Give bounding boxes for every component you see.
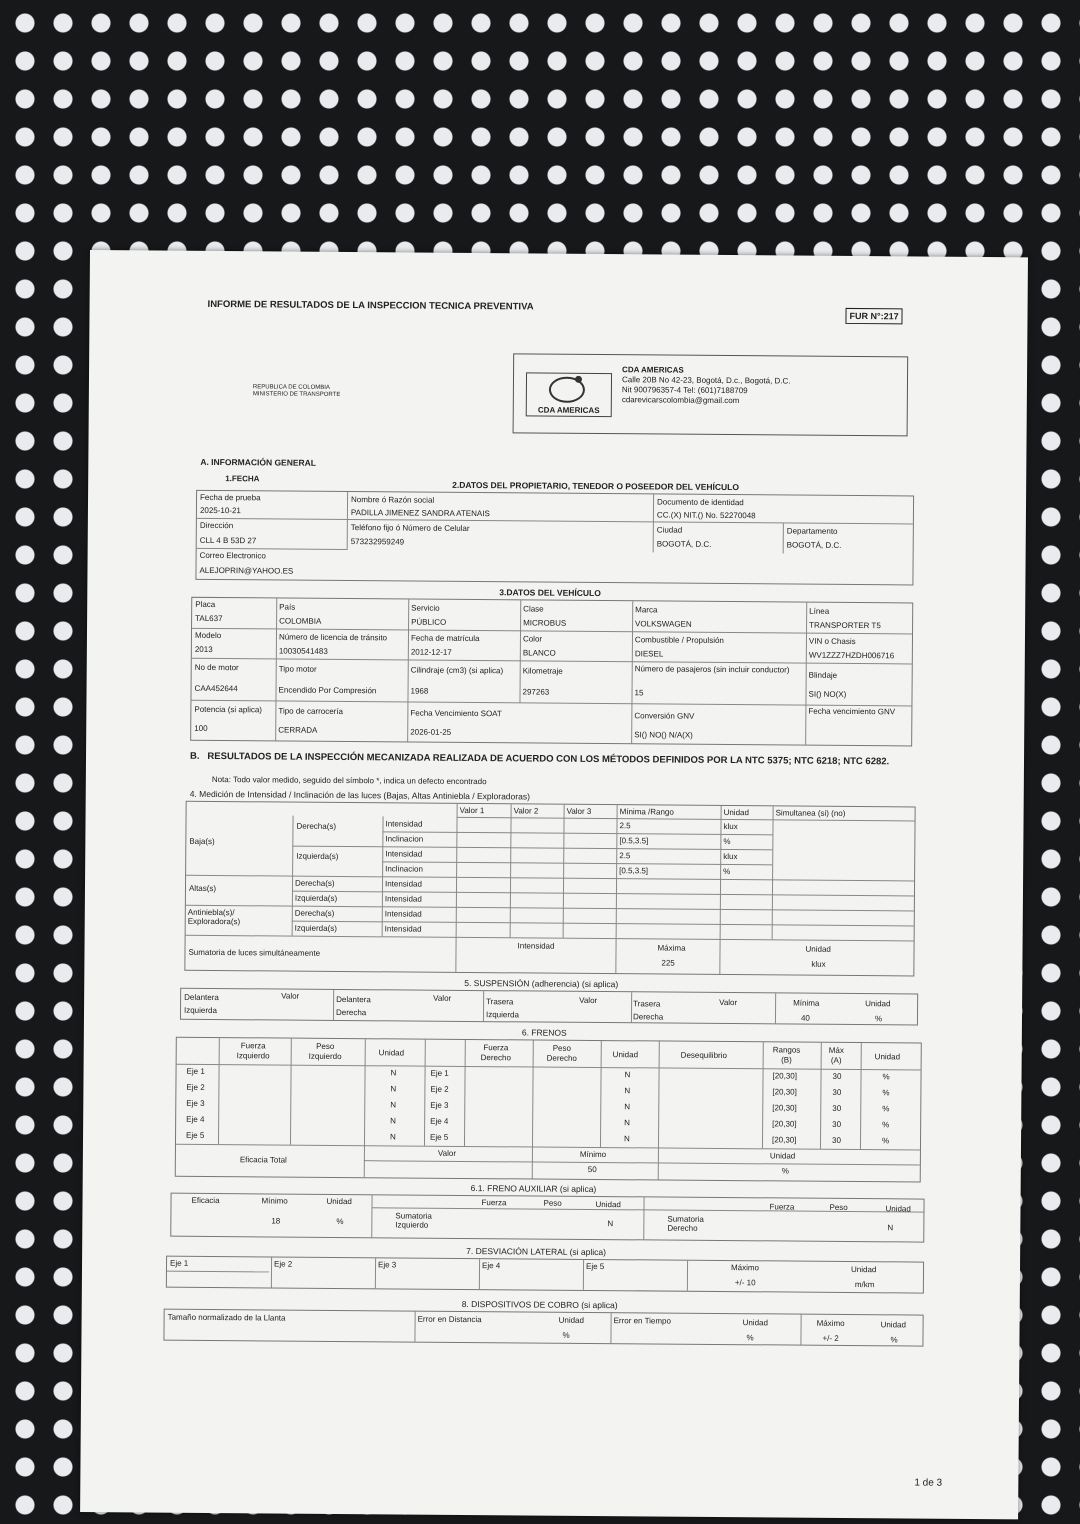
lights-unit-pct: % (723, 866, 731, 877)
cobro-title: 8. DISPOSITIVOS DE COBRO (si aplica) (461, 1298, 618, 1311)
lights-unidad-label: Unidad (805, 944, 831, 954)
cobro-unidad: Unidad (742, 1318, 768, 1328)
section-a-title: A. INFORMACIÓN GENERAL (200, 456, 317, 468)
susp-unidad-label: Unidad (865, 999, 891, 1009)
lights-antiniebla-izquierda: Izquierda(s) (294, 923, 337, 933)
lights-maxima-value: 225 (661, 958, 675, 968)
matricula-value: 2012-12-17 (410, 647, 452, 657)
susp-tra-izq: Trasera Izquierda (485, 997, 519, 1020)
lights-row-intensidad: Intensidad (384, 894, 422, 904)
cda-nit: Nit 900796357-4 Tel: (601)7188709 (621, 385, 748, 396)
owner-section-title: 2.DATOS DEL PROPIETARIO, TENEDOR O POSEEDOR DEL VEHÍCULO (452, 479, 740, 493)
kilometraje-label: Kilometraje (522, 666, 563, 676)
lights-row-intensidad: Intensidad (384, 924, 422, 934)
owner-table (195, 490, 914, 586)
brakes-row-max: 30 (832, 1103, 842, 1113)
modelo-label: Modelo (194, 630, 222, 641)
brakes-minimo-value: 50 (587, 1164, 597, 1175)
vehicle-table (190, 597, 913, 747)
page-number: 1 de 3 (914, 1477, 943, 1489)
brakes-row-rango: [20,30] (772, 1087, 797, 1097)
lights-altas-derecha: Derecha(s) (294, 878, 335, 888)
lateral-eje-2: Eje 2 (274, 1259, 293, 1269)
aux-fuerza: Fuerza (481, 1198, 507, 1208)
lights-baja-derecha: Derecha(s) (296, 821, 337, 831)
marca-value: VOLKSWAGEN (635, 619, 692, 629)
lights-header-simultanea: Simultanea (si) (no) (775, 808, 846, 818)
soat-value: 2026-01-25 (410, 727, 452, 737)
brakes-header: Peso Izquierdo (308, 1041, 342, 1062)
cda-header-box (513, 353, 909, 436)
lights-rango-inclinacion: [0.5,3.5] (619, 866, 649, 876)
telefono-label: Teléfono fijo ó Número de Celular (350, 523, 470, 533)
lights-row-intensidad: Intensidad (385, 819, 423, 829)
brakes-header: Unidad (874, 1052, 901, 1062)
carroceria-value: CERRADA (278, 725, 318, 735)
venc-gnv-label: Fecha vencimiento GNV (808, 706, 896, 717)
aux-unidad: Unidad (885, 1204, 911, 1214)
section-b-title: B. RESULTADOS DE LA INSPECCIÓN MECANIZADA REALIZADA DE ACUERDO CON LOS MÉTODOS DEFINIDOS POR LA NTC 5375; NTC 6218; NTC 6282. (189, 750, 890, 768)
lights-row-inclinacion: Inclinacion (385, 864, 423, 874)
brakes-row-eje: Eje 4 (186, 1114, 205, 1124)
documento-value: CC.(X) NIT.() No. 52270048 (656, 510, 756, 521)
aux-sum-izq: Sumatoria Izquierdo (395, 1211, 432, 1230)
cobro-table (163, 1309, 923, 1347)
lights-altas-label: Altas(s) (188, 883, 217, 894)
lateral-maximo-label: Máximo (730, 1263, 760, 1273)
pais-label: País (279, 602, 296, 612)
brakes-valor-label: Valor (437, 1148, 457, 1158)
brakes-header: Unidad (612, 1050, 639, 1060)
brakes-row-unidad-der: N (624, 1102, 631, 1112)
cobro-pct: % (890, 1335, 898, 1345)
aux-unidad: Unidad (595, 1199, 621, 1210)
direccion-label: Dirección (199, 520, 234, 531)
lateral-eje-4: Eje 4 (482, 1261, 501, 1271)
brakes-unidad-label: Unidad (769, 1151, 796, 1161)
section-b-note: Nota: Todo valor medido, seguido del símbolo *, indica un defecto encontrado (211, 774, 487, 787)
ministry-label: REPUBLICA DE COLOMBIA MINISTERIO DE TRANSPORTE (252, 384, 341, 398)
brakes-row-unidad-izq: N (390, 1132, 396, 1142)
cobro-maximo-value: +/- 2 (822, 1333, 839, 1343)
brakes-row-unidad: % (882, 1104, 890, 1114)
cda-email: cdarevicarscolombia@gmail.com (621, 395, 740, 406)
tipo-motor-value: Encendido Por Compresión (278, 685, 377, 696)
combustible-value: DIESEL (634, 649, 664, 659)
vin-label: VIN o Chasis (808, 636, 856, 647)
gnv-value: SI() NO() N/A(X) (634, 730, 693, 740)
vehicle-section-title: 3.DATOS DEL VEHÍCULO (499, 587, 601, 599)
pasajeros-value: 15 (634, 688, 644, 698)
lights-baja-izquierda: Izquierda(s) (296, 851, 339, 861)
gnv-label: Conversión GNV (634, 711, 695, 721)
licencia-label: Número de licencia de tránsito (278, 632, 388, 643)
report-title: INFORME DE RESULTADOS DE LA INSPECCION TECNICA PREVENTIVA (207, 298, 534, 313)
placa-value: TAL637 (195, 613, 223, 624)
soat-label: Fecha Vencimiento SOAT (410, 708, 502, 719)
pasajeros-label: Número de pasajeros (sin incluir conductor) (634, 664, 790, 675)
cobro-maximo-label: Máximo (816, 1318, 845, 1328)
susp-valor: Valor (281, 991, 300, 1001)
aux-n: N (887, 1223, 894, 1233)
carroceria-label: Tipo de carrocería (278, 706, 344, 717)
lateral-table (166, 1256, 924, 1294)
lateral-unidad-value: m/km (854, 1280, 875, 1290)
cda-logo-dot-icon (575, 376, 582, 383)
nombre-label: Nombre ó Razón social (351, 495, 435, 505)
brakes-row-rango: [20,30] (771, 1135, 797, 1145)
aux-peso: Peso (829, 1202, 848, 1212)
lateral-eje-1: Eje 1 (170, 1258, 189, 1268)
inspection-report-page (80, 250, 1028, 1519)
lights-unidad-value: klux (811, 959, 826, 969)
correo-value: ALEJOPRIN@YAHOO.ES (199, 565, 294, 576)
lateral-title: 7. DESVIACIÓN LATERAL (si aplica) (466, 1245, 607, 1258)
lights-row-intensidad: Intensidad (384, 879, 422, 889)
brakes-header: Rangos (B) (772, 1045, 801, 1065)
cobro-error-tiempo: Error en Tiempo (613, 1316, 672, 1326)
cobro-pct: % (562, 1330, 570, 1340)
fur-number: FUR N°:217 (845, 308, 902, 324)
cobro-tamano: Tamaño normalizado de la Llanta (167, 1312, 286, 1323)
lights-maxima-label: Máxima (657, 943, 686, 953)
linea-value: TRANSPORTER T5 (809, 620, 881, 631)
brakes-row-max: 30 (831, 1135, 841, 1145)
brakes-header: Peso Derecho (546, 1043, 577, 1063)
brakes-header: Desequilibrio (680, 1050, 727, 1061)
lateral-unidad-label: Unidad (850, 1265, 877, 1275)
aux-unidad: Unidad (326, 1196, 352, 1207)
telefono-value: 573232959249 (350, 537, 405, 547)
brakes-header: Fuerza Izquierdo (236, 1041, 270, 1061)
brakes-row-unidad-der: N (624, 1134, 630, 1144)
brakes-eficacia-total: Eficacia Total (239, 1155, 287, 1165)
lights-min-intensidad: 2.5 (619, 851, 631, 861)
cda-logo (526, 372, 612, 417)
lights-row-intensidad: Intensidad (384, 909, 422, 919)
aux-sum-der: Sumatoria Derecho (667, 1214, 704, 1233)
fecha-prueba-value: 2025-10-21 (199, 505, 241, 516)
lateral-maximo-value: +/- 10 (734, 1278, 756, 1288)
lights-antiniebla-derecha: Derecha(s) (294, 908, 335, 918)
direccion-value: CLL 4 B 53D 27 (199, 535, 257, 546)
brakes-row-unidad: % (882, 1120, 890, 1130)
aux-fuerza: Fuerza (769, 1202, 795, 1212)
brakes-row-unidad-der: N (624, 1070, 631, 1080)
aux-n: N (607, 1219, 614, 1229)
lateral-eje-5: Eje 5 (585, 1261, 605, 1272)
brakes-row-rango: [20,30] (772, 1103, 797, 1113)
brakes-row-max: 30 (832, 1087, 842, 1097)
pais-value: COLOMBIA (279, 616, 322, 626)
brakes-row-unidad-der: N (624, 1118, 630, 1128)
potencia-label: Potencia (si aplica) (194, 704, 263, 715)
suspension-title: 5. SUSPENSIÓN (adherencia) (si aplica) (464, 977, 619, 990)
brakes-header: Unidad (378, 1048, 405, 1058)
susp-valor: Valor (579, 995, 598, 1006)
brakes-row-max: 30 (832, 1119, 842, 1129)
susp-tra-der: Trasera Derecha (632, 999, 664, 1022)
combustible-label: Combustible / Propulsión (634, 635, 724, 645)
brakes-header: Máx (A) (828, 1045, 844, 1065)
brakes-row-eje: Eje 1 (186, 1066, 205, 1076)
cobro-error-distancia: Error en Distancia (417, 1314, 482, 1325)
aux-brake-table (170, 1193, 924, 1243)
lights-header-minima: Mínima /Rango (619, 807, 674, 817)
brakes-table (175, 1037, 922, 1183)
brakes-row-eje-der: Eje 2 (430, 1084, 449, 1094)
brakes-unidad-value: % (781, 1166, 789, 1176)
brakes-row-unidad-izq: N (390, 1068, 397, 1078)
lights-header-unidad: Unidad (723, 807, 749, 818)
lights-unit-klux: klux (723, 821, 738, 832)
lights-header-valor2: Valor 2 (513, 806, 539, 816)
marca-label: Marca (635, 605, 658, 615)
motor-label: No de motor (194, 662, 239, 673)
cobro-pct: % (746, 1333, 754, 1343)
aux-eficacia: Eficacia (191, 1195, 220, 1206)
lights-unit-klux: klux (723, 851, 738, 862)
susp-del-izq: Delantera Izquierda (183, 992, 219, 1016)
brakes-row-unidad: % (881, 1136, 890, 1146)
susp-valor: Valor (433, 993, 452, 1003)
blindaje-label: Blindaje (808, 670, 838, 680)
brakes-row-unidad-der: N (624, 1086, 631, 1096)
lights-header-valor3: Valor 3 (566, 806, 592, 816)
susp-minima-value: 40 (800, 1013, 810, 1023)
modelo-value: 2013 (194, 644, 213, 654)
lights-header-valor1: Valor 1 (459, 805, 485, 816)
lights-sumatoria-label: Sumatoria de luces simultáneamente (188, 947, 321, 958)
cilindraje-label: Cilindraje (cm3) (si aplica) (410, 665, 504, 676)
clase-label: Clase (523, 604, 544, 614)
brakes-row-unidad-izq: N (390, 1116, 396, 1126)
brakes-row-eje-der: Eje 4 (430, 1116, 449, 1126)
brakes-title: 6. FRENOS (521, 1027, 567, 1038)
color-value: BLANCO (522, 648, 556, 658)
departamento-label: Departamento (786, 526, 838, 536)
licencia-value: 10030541483 (278, 646, 328, 656)
brakes-minimo-label: Mínimo (579, 1149, 607, 1160)
lights-rango-inclinacion: [0.5,3.5] (619, 836, 649, 846)
lights-min-intensidad: 2.5 (619, 821, 631, 831)
brakes-row-unidad: % (882, 1088, 890, 1098)
brakes-row-unidad-izq: N (390, 1084, 397, 1094)
lights-row-inclinacion: Inclinacion (385, 834, 424, 844)
aux-minimo-value: 18 (271, 1216, 281, 1226)
brakes-row-eje: Eje 3 (186, 1098, 205, 1108)
aux-brake-title: 6.1. FRENO AUXILIAR (si aplica) (470, 1183, 597, 1195)
placa-label: Placa (195, 599, 216, 609)
brakes-row-unidad-izq: N (390, 1100, 397, 1110)
clase-value: MICROBUS (523, 618, 567, 628)
susp-del-der: Delantera Derecha (335, 994, 371, 1018)
brakes-row-max: 30 (832, 1071, 842, 1081)
vin-value: WV1ZZZ7HZDH006716 (808, 650, 895, 661)
motor-value: CAA452644 (194, 683, 238, 694)
servicio-value: PÚBLICO (411, 617, 447, 627)
lateral-eje-3: Eje 3 (378, 1260, 397, 1270)
lights-antiniebla-label: Antiniebla(s)/ Exploradora(s) (187, 907, 241, 927)
lights-altas-izquierda: Izquierda(s) (294, 893, 338, 903)
tipo-motor-label: Tipo motor (278, 664, 317, 674)
lights-unit-pct: % (723, 836, 731, 847)
ciudad-label: Ciudad (656, 525, 683, 535)
cda-logo-text: CDA AMERICAS (537, 405, 600, 416)
departamento-value: BOGOTÁ, D.C. (786, 540, 842, 550)
color-label: Color (522, 634, 543, 644)
aux-peso: Peso (543, 1198, 562, 1208)
brakes-row-eje-der: Eje 1 (430, 1068, 449, 1078)
linea-label: Línea (809, 606, 830, 616)
brakes-row-eje: Eje 2 (186, 1082, 205, 1092)
cilindraje-value: 1968 (410, 686, 429, 696)
aux-minimo: Mínimo (261, 1196, 288, 1206)
correo-label: Correo Electronico (199, 550, 266, 561)
cobro-unidad: Unidad (558, 1315, 585, 1325)
ciudad-value: BOGOTÁ, D.C. (656, 539, 712, 549)
brakes-row-rango: [20,30] (772, 1071, 798, 1081)
cda-address: Calle 20B No 42-23, Bogotá, D.c., Bogotá, D.C. (621, 375, 791, 386)
fecha-heading: 1.FECHA (225, 474, 260, 484)
servicio-label: Servicio (411, 603, 440, 613)
cobro-unidad: Unidad (880, 1320, 906, 1330)
brakes-row-eje-der: Eje 3 (430, 1100, 449, 1110)
lights-table (184, 801, 915, 977)
brakes-header: Fuerza Derecho (480, 1043, 511, 1063)
brakes-row-rango: [20,30] (772, 1119, 797, 1129)
susp-unidad-value: % (874, 1014, 883, 1024)
brakes-row-unidad: % (882, 1072, 890, 1082)
lights-baja-label: Baja(s) (189, 836, 215, 846)
susp-valor: Valor (719, 997, 738, 1008)
suspension-table (180, 988, 918, 1026)
kilometraje-value: 297263 (522, 687, 550, 697)
lights-sumatoria-intensidad: Intensidad (517, 941, 555, 951)
brakes-row-eje-der: Eje 5 (430, 1132, 449, 1142)
cda-info (622, 365, 791, 406)
susp-minima-label: Mínima (793, 998, 820, 1008)
blindaje-value: SI() NO(X) (808, 689, 847, 699)
lights-title: 4. Medición de Intensidad / Inclinación de las luces (Bajas, Altas Antiniebla / Exploradoras) (189, 788, 530, 802)
aux-pct: % (336, 1216, 344, 1227)
lights-row-intensidad: Intensidad (385, 849, 423, 859)
matricula-label: Fecha de matrícula (410, 633, 480, 644)
documento-label: Documento de identidad (657, 497, 744, 508)
brakes-row-eje: Eje 5 (186, 1130, 205, 1140)
potencia-value: 100 (194, 723, 208, 733)
nombre-value: PADILLA JIMENEZ SANDRA ATENAIS (350, 508, 490, 519)
fecha-prueba-label: Fecha de prueba (200, 492, 261, 503)
cda-name: CDA AMERICAS (622, 365, 684, 375)
